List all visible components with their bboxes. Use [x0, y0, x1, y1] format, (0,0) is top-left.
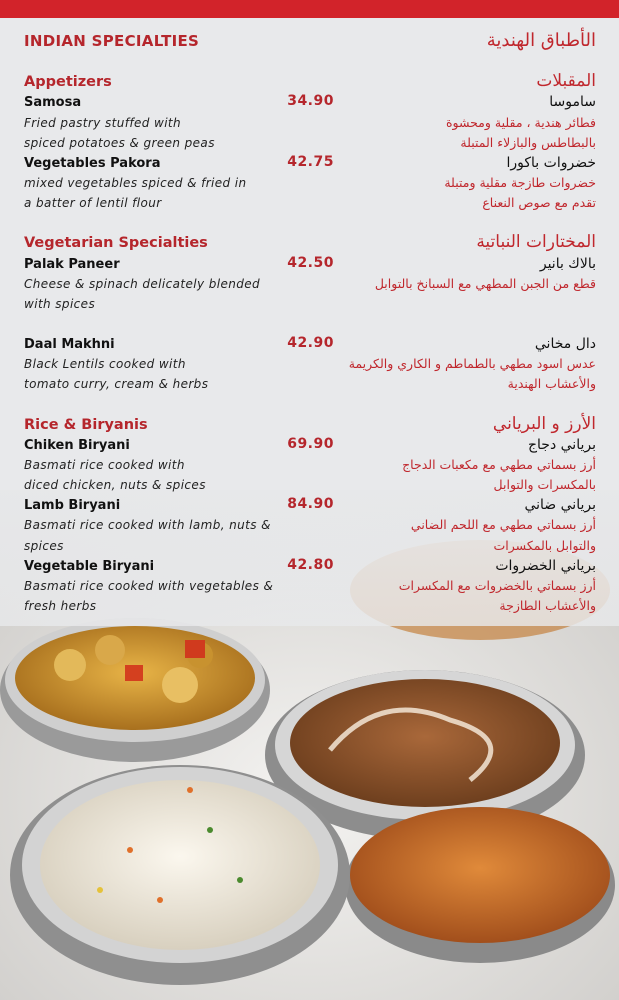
- dish-description: Basmati rice cooked with vegetables &: [24, 578, 274, 593]
- dish-name: Daal Makhni: [24, 337, 115, 353]
- dish-description-arabic: أرز بسماتي بالخضروات مع المكسرات: [398, 577, 596, 593]
- blank-line: [24, 51, 334, 71]
- dish-price: 42.80: [287, 556, 334, 573]
- dish-name: Palak Paneer: [24, 256, 120, 272]
- dish-price: 42.75: [287, 153, 334, 170]
- blank-line: [24, 394, 334, 414]
- blank-line: [346, 394, 596, 414]
- dish-description: with spices: [24, 296, 96, 311]
- dish-name-arabic: برياني دجاج: [528, 436, 596, 453]
- blank-line: [24, 212, 334, 232]
- dish-description-arabic: والأعشاب الهندية: [507, 376, 596, 392]
- dish-description-arabic: خضروات طازجة مقلية ومتبلة: [444, 174, 596, 190]
- blank-line: [24, 313, 334, 333]
- dish-description-arabic: والأعشاب الطازجة: [499, 597, 596, 613]
- dish-description: fresh herbs: [24, 598, 97, 613]
- blank-line: [346, 293, 596, 313]
- top-red-bar: [0, 0, 619, 18]
- page-title-arabic: الأطباق الهندية: [486, 30, 596, 51]
- dish-name: Vegetables Pakora: [24, 155, 161, 171]
- section-title-arabic: المختارات النباتية: [476, 232, 596, 253]
- section-title: Appetizers: [24, 74, 112, 91]
- dish-description: Black Lentils cooked with: [24, 357, 186, 372]
- arabic-menu-column: [346, 31, 596, 615]
- dish-name-arabic: دال مخاني: [534, 336, 596, 353]
- dish-description: Basmati rice cooked with: [24, 457, 185, 472]
- dish-name-arabic: برياني الخضروات: [495, 557, 596, 574]
- section-title-arabic: المقبلات: [536, 71, 596, 92]
- section-title: Vegetarian Specialties: [24, 235, 208, 252]
- blank-line: [346, 51, 596, 71]
- dish-description-arabic: بالمكسرات والتوابل: [493, 477, 596, 493]
- dish-description: a batter of lentil flour: [24, 196, 162, 211]
- dish-name-arabic: ساموسا: [549, 94, 596, 111]
- dish-name: Vegetable Biryani: [24, 558, 155, 574]
- blank-line: [346, 313, 596, 333]
- dish-description-arabic: قطع من الجبن المطهي مع السبانخ بالتوابل: [374, 275, 596, 291]
- dish-name: Chiken Biryani: [24, 437, 130, 453]
- dish-description: mixed vegetables spiced & fried in: [24, 175, 247, 190]
- dish-name-arabic: خضروات باكورا: [506, 154, 596, 171]
- dish-description: spiced potatoes & green peas: [24, 135, 215, 150]
- blank-line: [346, 212, 596, 232]
- dish-description-arabic: والتوابل بالمكسرات: [493, 537, 596, 553]
- dish-description-arabic: تقدم مع صوص النعناع: [482, 195, 596, 211]
- dish-price: 34.90: [287, 93, 334, 110]
- dish-description-arabic: فطائر هندية ، مقلية ومحشوة: [445, 114, 596, 130]
- dish-description: Cheese & spinach delicately blended: [24, 276, 261, 291]
- dish-description: spices: [24, 538, 64, 553]
- section-title-arabic: الأرز و البرياني: [492, 413, 596, 434]
- dish-description: diced chicken, nuts & spices: [24, 478, 206, 493]
- page-title: INDIAN SPECIALTIES: [24, 32, 200, 50]
- section-title: Rice & Biryanis: [24, 416, 148, 433]
- dish-name-arabic: بالاك بانير: [539, 255, 596, 272]
- dish-description-arabic: أرز بسماتي مطهي مع مكعبات الدجاج: [402, 456, 596, 472]
- dish-name: Samosa: [24, 95, 82, 111]
- dish-name: Lamb Biryani: [24, 498, 121, 514]
- english-menu-column: [24, 31, 334, 615]
- dish-description-arabic: بالبطاطس والبازلاء المتبلة: [460, 134, 596, 150]
- dish-description: tomato curry, cream & herbs: [24, 377, 209, 392]
- dish-price: 84.90: [287, 496, 334, 513]
- dish-price: 42.50: [287, 254, 334, 271]
- dish-description: Fried pastry stuffed with: [24, 115, 182, 130]
- dish-description-arabic: عدس اسود مطهي بالطماطم و الكاري والكريمة: [348, 356, 596, 372]
- dish-name-arabic: برياني ضاني: [524, 497, 596, 514]
- dish-price: 42.90: [287, 335, 334, 352]
- dish-description-arabic: أرز بسماتي مطهي مع اللحم الضاني: [410, 517, 596, 533]
- dish-price: 69.90: [287, 435, 334, 452]
- dish-description: Basmati rice cooked with lamb, nuts &: [24, 518, 271, 533]
